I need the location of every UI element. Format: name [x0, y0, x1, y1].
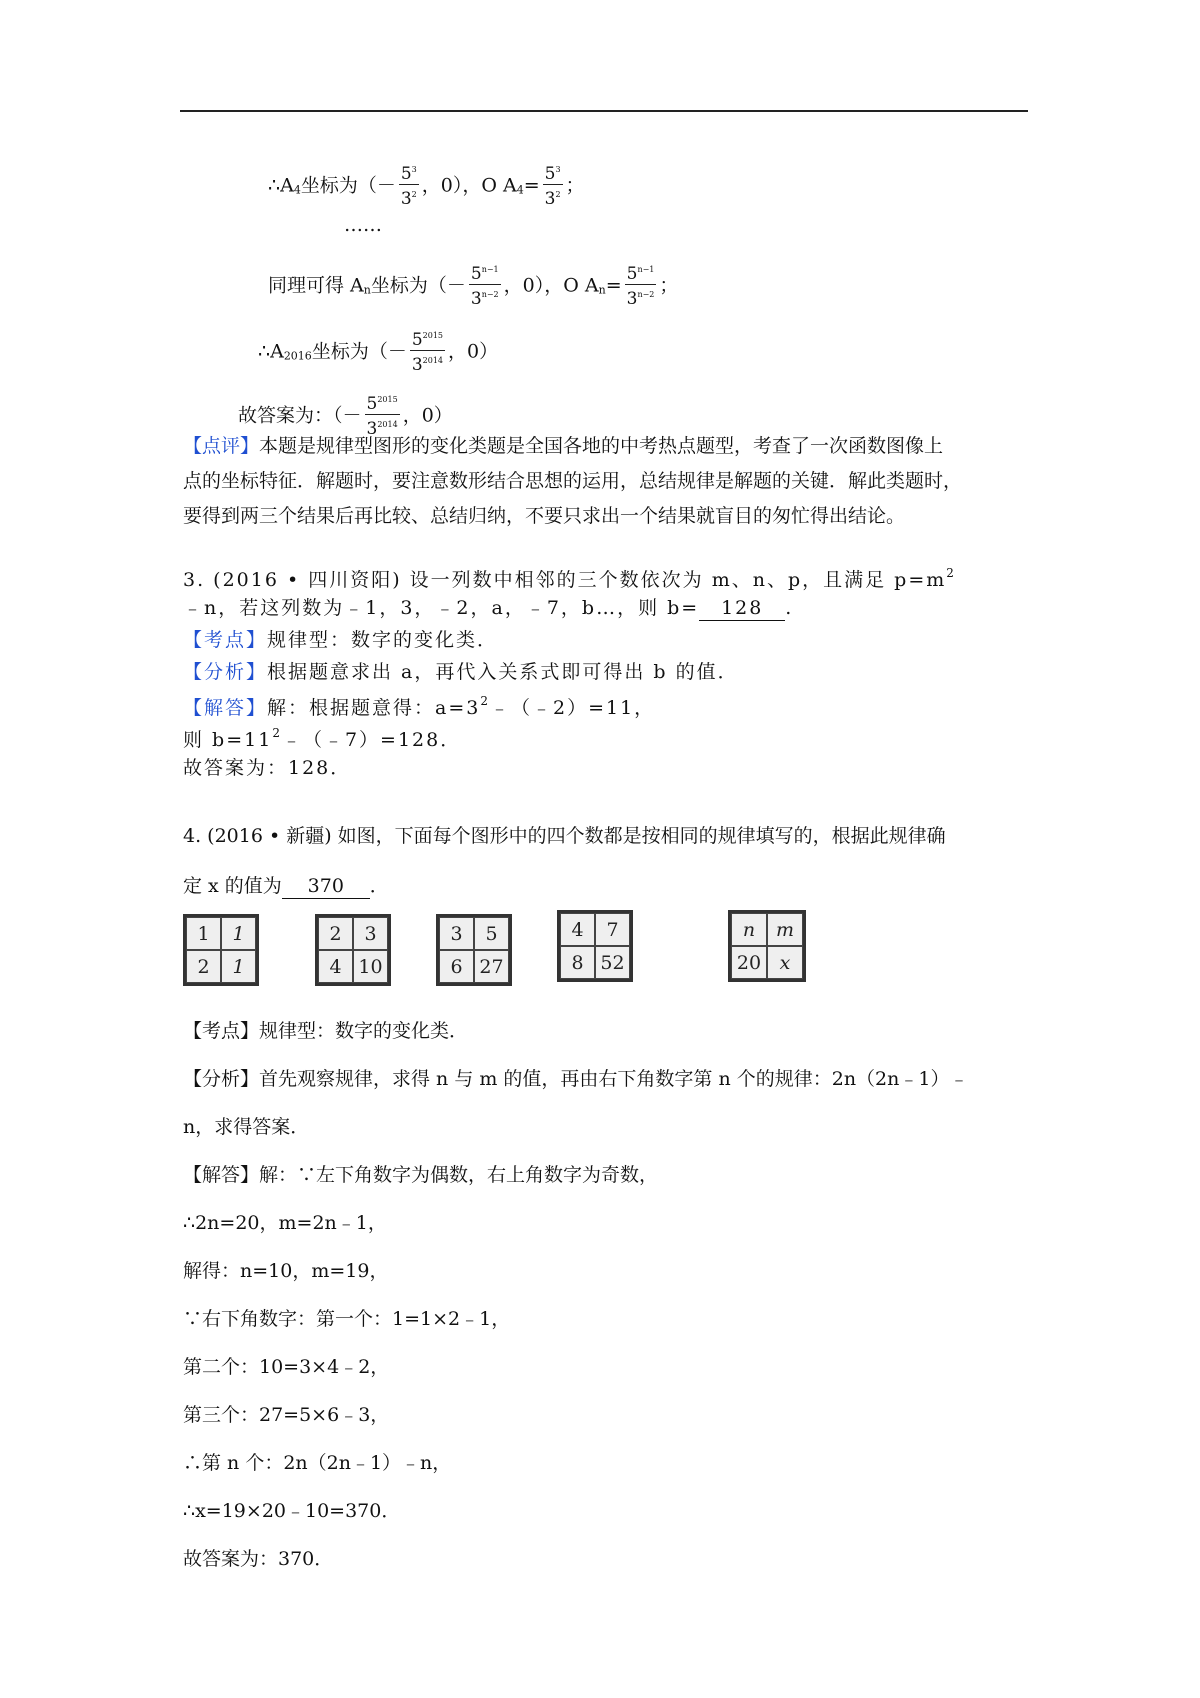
grid-cell: 10: [353, 950, 388, 983]
text: ﹣n，若这列数为﹣1，3，﹣2，a，﹣7，b…，则 b=: [183, 597, 700, 619]
text: ，0），O A: [421, 174, 517, 197]
a4-coordinate-line: [268, 162, 585, 211]
grid-cell: 1: [186, 917, 221, 950]
number-grid-5: [728, 910, 806, 982]
fraction: $\frac{5^3}{3^2}$: [543, 160, 563, 209]
grid-cell: 52: [595, 946, 630, 979]
fraction: $\frac{5^{2015}}{3^{2014}}$: [410, 326, 445, 375]
fenxi-tag: 【分析】: [183, 661, 268, 683]
ellipsis: ……: [344, 214, 382, 236]
text: 故答案为：（－: [238, 404, 362, 427]
q3-fenxi: [183, 663, 739, 682]
q3-jieda: [183, 695, 655, 718]
review-text: 本题是规律型图形的变化类题是全国各地的中考热点题型，考查了一次函数图像上: [259, 435, 944, 457]
review-line-3: 要得到两三个结果后再比较、总结归纳，不要只求出一个结果就盲目的匆忙得出结论。: [183, 505, 906, 527]
superscript: 2: [946, 566, 956, 580]
superscript: 2: [272, 726, 282, 740]
prev-answer-line: [238, 392, 453, 441]
number-grid-4: [557, 910, 633, 982]
q3-title-text: 3. (2016 • 四川资阳) 设一列数中相邻的三个数依次为 m、n、p，且满足 p=m: [183, 569, 947, 591]
text: 解：根据题意得：a=3: [267, 697, 481, 719]
therefore-text: ∴A: [268, 174, 294, 197]
q4-answer-blank: 370: [282, 876, 370, 899]
text: ．: [369, 875, 389, 897]
text: 规律型：数字的变化类．: [267, 629, 499, 651]
text: =: [523, 174, 540, 197]
text: 坐标为（－: [370, 274, 466, 297]
text: ，0）: [402, 404, 453, 427]
q3-line-2: [183, 598, 793, 621]
text: ﹣（﹣7）=128．: [281, 729, 462, 751]
grid-cell: 20: [731, 946, 767, 979]
q3-kaodian: [183, 631, 498, 650]
grid-cell: 2: [318, 917, 353, 950]
text: 则 b=11: [183, 729, 273, 751]
q4-kaodian: 【考点】规律型：数字的变化类．: [183, 1020, 469, 1042]
q4-jieda-line-6: 第三个：27=5×6﹣3，: [183, 1404, 390, 1426]
q3-title: [183, 567, 956, 590]
subscript: 4: [293, 183, 301, 197]
q3-answer-blank: 128: [699, 598, 785, 621]
q4-jieda-line-1: 【解答】解：∵左下角数字为偶数，右上角数字为奇数，: [183, 1164, 659, 1186]
subscript: n: [363, 283, 371, 297]
q4-title: 4. (2016 • 新疆) 如图，下面每个图形中的四个数都是按相同的规律填写的，根据此规律确: [183, 825, 946, 847]
jieda-tag: 【解答】: [183, 697, 268, 719]
fraction: $\frac{5^{n-1}}{3^{n-2}}$: [469, 260, 501, 309]
q4-jieda-line-2: ∴2n=20，m=2n﹣1，: [183, 1212, 387, 1234]
text: 同理可得 A: [268, 274, 364, 297]
text: ，0）: [448, 340, 499, 363]
text: .: [785, 597, 794, 619]
q4-jieda-line-7: ∴第 n 个：2n（2n﹣1）﹣n，: [183, 1452, 452, 1474]
q4-final-answer: 故答案为：370．: [183, 1548, 334, 1570]
subscript: n: [598, 283, 606, 297]
number-grid-3: [436, 914, 512, 986]
kaodian-tag: 【考点】: [183, 629, 268, 651]
grid-cell: n: [731, 913, 767, 946]
grid-cell: 1: [221, 917, 256, 950]
q4-jieda-line-4: ∵右下角数字：第一个：1=1×2﹣1，: [183, 1308, 511, 1330]
grid-cell: 4: [560, 913, 595, 946]
grid-cell: 27: [474, 950, 509, 983]
text: ﹣（﹣2）=11，: [490, 697, 656, 719]
text: 坐标为（－: [300, 174, 396, 197]
grid-cell: m: [767, 913, 803, 946]
grid-cell: 5: [474, 917, 509, 950]
therefore-text: ∴A: [258, 340, 284, 363]
q4-jieda-line-3: 解得：n=10，m=19，: [183, 1260, 389, 1282]
text: 坐标为（－: [311, 340, 407, 363]
fraction: $\frac{5^3}{3^2}$: [399, 160, 419, 209]
q4-line-2: [183, 876, 389, 899]
grid-cell: 8: [560, 946, 595, 979]
number-grid-2: [315, 914, 391, 986]
review-line-1: [183, 437, 943, 456]
q4-fenxi-line-1: 【分析】首先观察规律，求得 n 与 m 的值，再由右下角数字第 n 个的规律：2n（2n﹣1）﹣: [183, 1068, 969, 1090]
q3-final-answer: 故答案为：128．: [183, 757, 352, 779]
q3-line-6: [183, 727, 461, 750]
text: ；: [659, 274, 679, 297]
text: ，0），O A: [503, 274, 599, 297]
text: 根据题意求出 a，再代入关系式即可得出 b 的值．: [267, 661, 739, 683]
grid-cell: x: [767, 946, 803, 979]
grid-cell: 6: [439, 950, 474, 983]
fraction: $\frac{5^{2015}}{3^{2014}}$: [365, 390, 400, 439]
fraction: $\frac{5^{n-1}}{3^{n-2}}$: [625, 260, 657, 309]
superscript: 2: [480, 694, 490, 708]
grid-cell: 3: [353, 917, 388, 950]
review-line-2: 点的坐标特征．解题时，要注意数形结合思想的运用，总结规律是解题的关键．解此类题时，: [183, 470, 963, 492]
a2016-coordinate-line: [258, 328, 498, 377]
header-rule: [180, 110, 1028, 112]
q4-jieda-line-8: ∴x=19×20﹣10=370．: [183, 1500, 401, 1522]
text: =: [605, 274, 622, 297]
grid-cell: 7: [595, 913, 630, 946]
grid-cell: 2: [186, 950, 221, 983]
review-tag: 【点评】: [183, 435, 260, 457]
grid-cell: 3: [439, 917, 474, 950]
text: ；: [565, 174, 585, 197]
grid-cell: 1: [221, 950, 256, 983]
q4-fenxi-line-2: n，求得答案．: [183, 1116, 310, 1138]
an-coordinate-line: [268, 262, 678, 311]
subscript: 2016: [283, 349, 312, 363]
text: 定 x 的值为: [183, 875, 282, 897]
grid-cell: 4: [318, 950, 353, 983]
subscript: 4: [516, 183, 524, 197]
q4-jieda-line-5: 第二个：10=3×4﹣2，: [183, 1356, 390, 1378]
number-grid-1: [183, 914, 259, 986]
